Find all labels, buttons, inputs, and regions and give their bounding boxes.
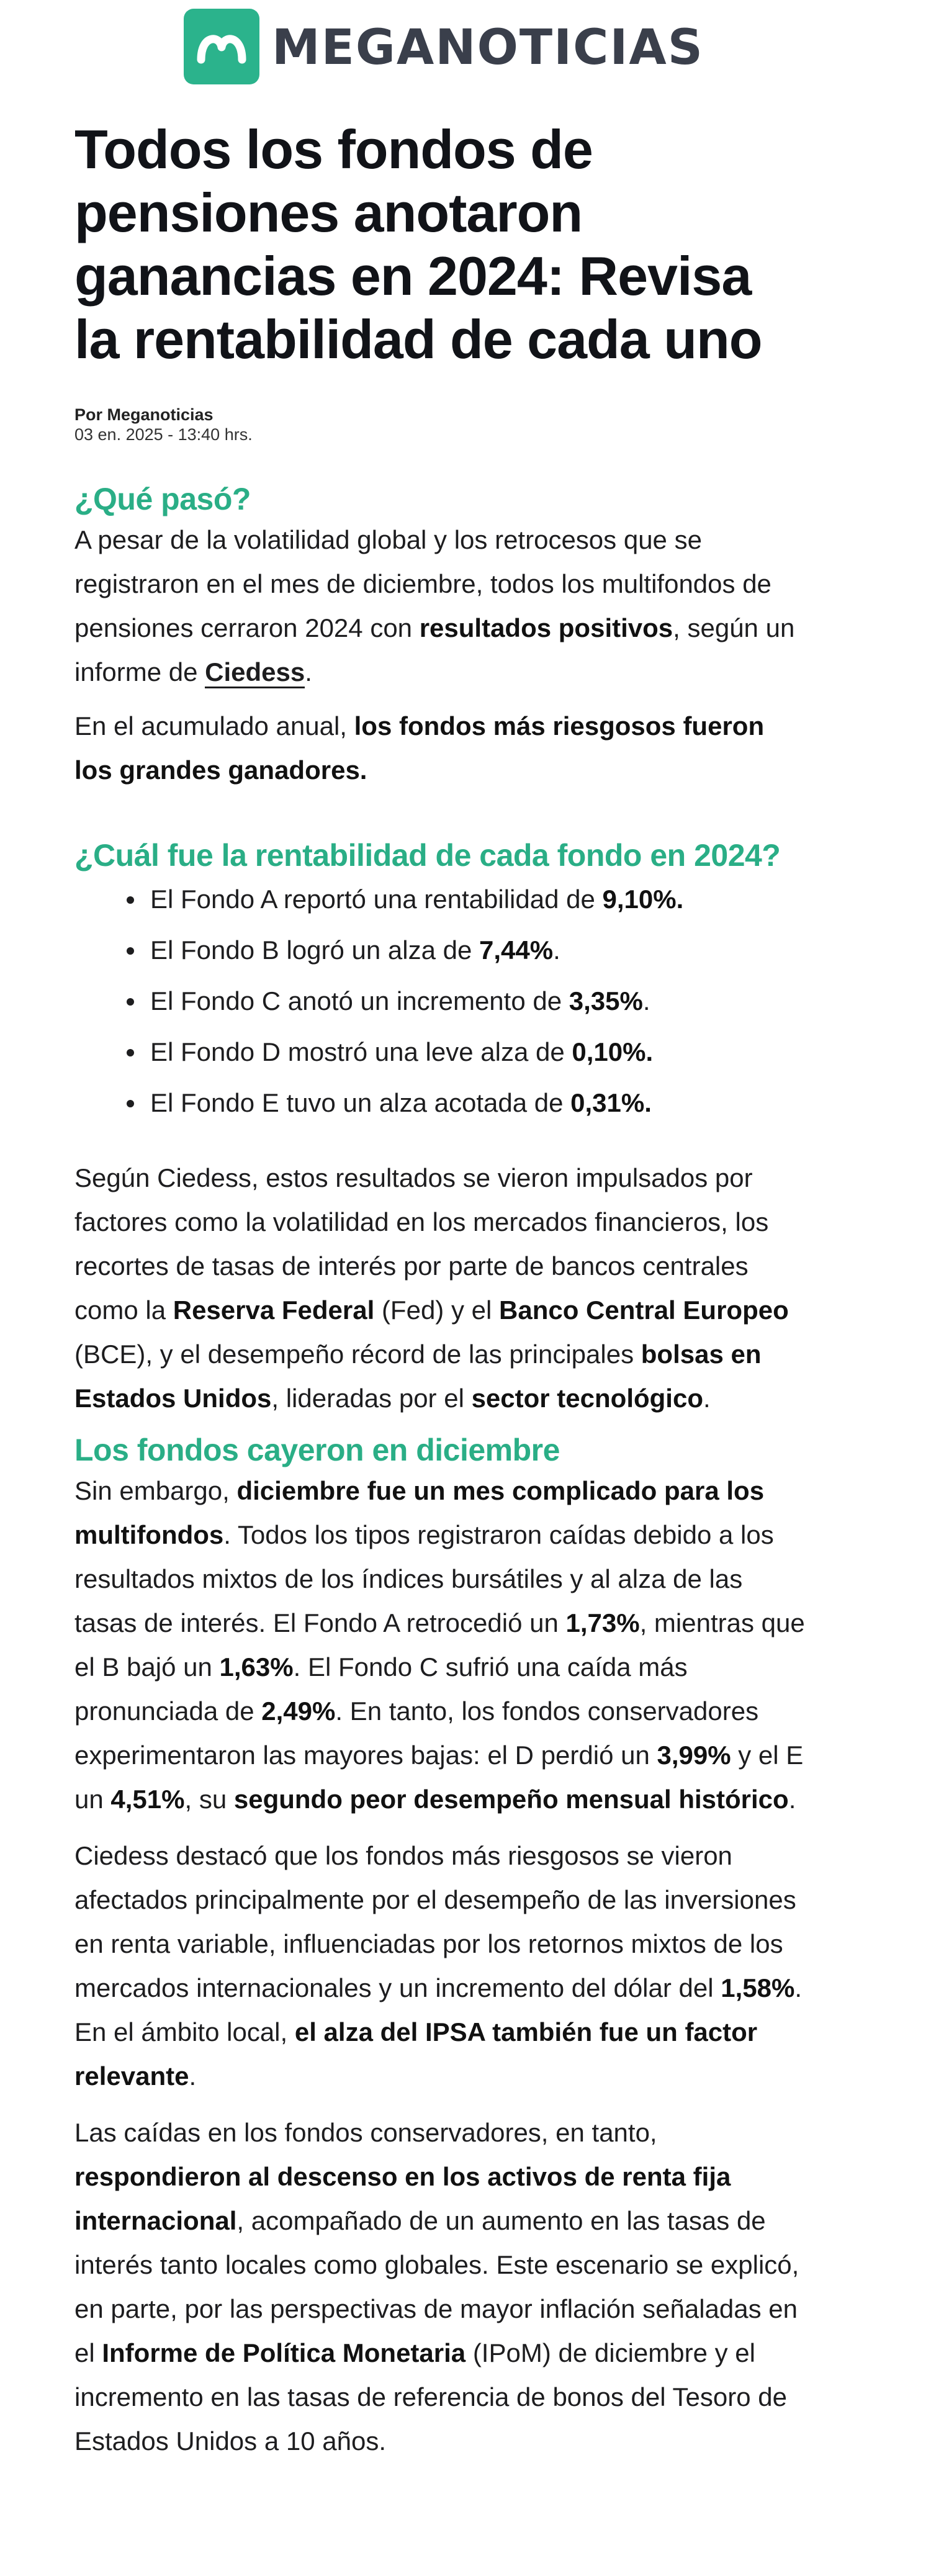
paragraph: Ciedess destacó que los fondos más riesgosos se vieron afectados principalmente por el desempeño de las inversiones en renta variable, influenciadas por los retornos mixtos de los mercados internacionales y un incremento del dólar del 1,58%. En el ámbito local, el alza del IPSA también fue un factor relevante. (74, 1841, 803, 2091)
list-item: El Fondo D mostró una leve alza de 0,10%. (74, 1027, 807, 1078)
list-item: El Fondo E tuvo un alza acotada de 0,31%. (74, 1078, 807, 1128)
section-heading-rentabilidad: ¿Cuál fue la rentabilidad de cada fondo en 2024? (74, 838, 781, 873)
list-item: El Fondo B logró un alza de 7,44%. (74, 925, 807, 976)
section-heading-que-paso: ¿Qué pasó? (74, 482, 251, 516)
list-item: El Fondo C anotó un incremento de 3,35%. (74, 976, 807, 1027)
meganoticias-logo-icon[interactable] (184, 9, 259, 84)
article-byline: Por Meganoticias (74, 405, 214, 424)
article-title: Todos los fondos de pensiones anotaron ganancias en 2024: Revisa la rentabilidad de cada uno (74, 119, 762, 370)
paragraph: En el acumulado anual, los fondos más riesgosos fueron los grandes ganadores. (74, 711, 765, 785)
list-item: El Fondo A reportó una rentabilidad de 9,10%. (74, 874, 807, 925)
paragraph: Las caídas en los fondos conservadores, en tanto, respondieron al descenso en los activos de renta fija internacional, acompañado de un aumento en las tasas de interés tanto locales como globales. Este escenario se explicó, en parte, por las perspectivas de mayor inflación señaladas en el Informe de Política Monetaria (IPoM) de diciembre y el incremento en las tasas de referencia de bonos del Tesoro de Estados Unidos a 10 años. (74, 2118, 799, 2456)
fund-returns-list (74, 874, 807, 1128)
article-date: 03 en. 2025 - 13:40 hrs. (74, 425, 253, 444)
ciedess-link[interactable]: Ciedess (205, 657, 305, 688)
site-header (0, 0, 931, 93)
article (74, 118, 807, 2463)
paragraph: Sin embargo, diciembre fue un mes complicado para los multifondos. Todos los tipos registraron caídas debido a los resultados mixtos de los índices bursátiles y al alza de las tasas de interés. El Fondo A retrocedió un 1,73%, mientras que el B bajó un 1,63%. El Fondo C sufrió una caída más pronunciada de 2,49%. En tanto, los fondos conservadores experimentaron las mayores bajas: el D perdió un 3,99% y el E un 4,51%, su segundo peor desempeño mensual histórico. (74, 1476, 805, 1814)
paragraph: A pesar de la volatilidad global y los retrocesos que se registraron en el mes de diciembre, todos los multifondos de pensiones cerraron 2024 con resultados positivos, según un informe de Ciedess. (74, 518, 807, 694)
paragraph: Según Ciedess, estos resultados se vieron impulsados por factores como la volatilidad en los mercados financieros, los recortes de tasas de interés por parte de bancos centrales como la Reserva Federal (Fed) y el Banco Central Europeo (BCE), y el desempeño récord de las principales bolsas en Estados Unidos, lideradas por el sector tecnológico. (74, 1163, 789, 1413)
brand-name[interactable]: MEGANOTICIAS (272, 20, 704, 76)
section-heading-diciembre: Los fondos cayeron en diciembre (74, 1433, 560, 1467)
